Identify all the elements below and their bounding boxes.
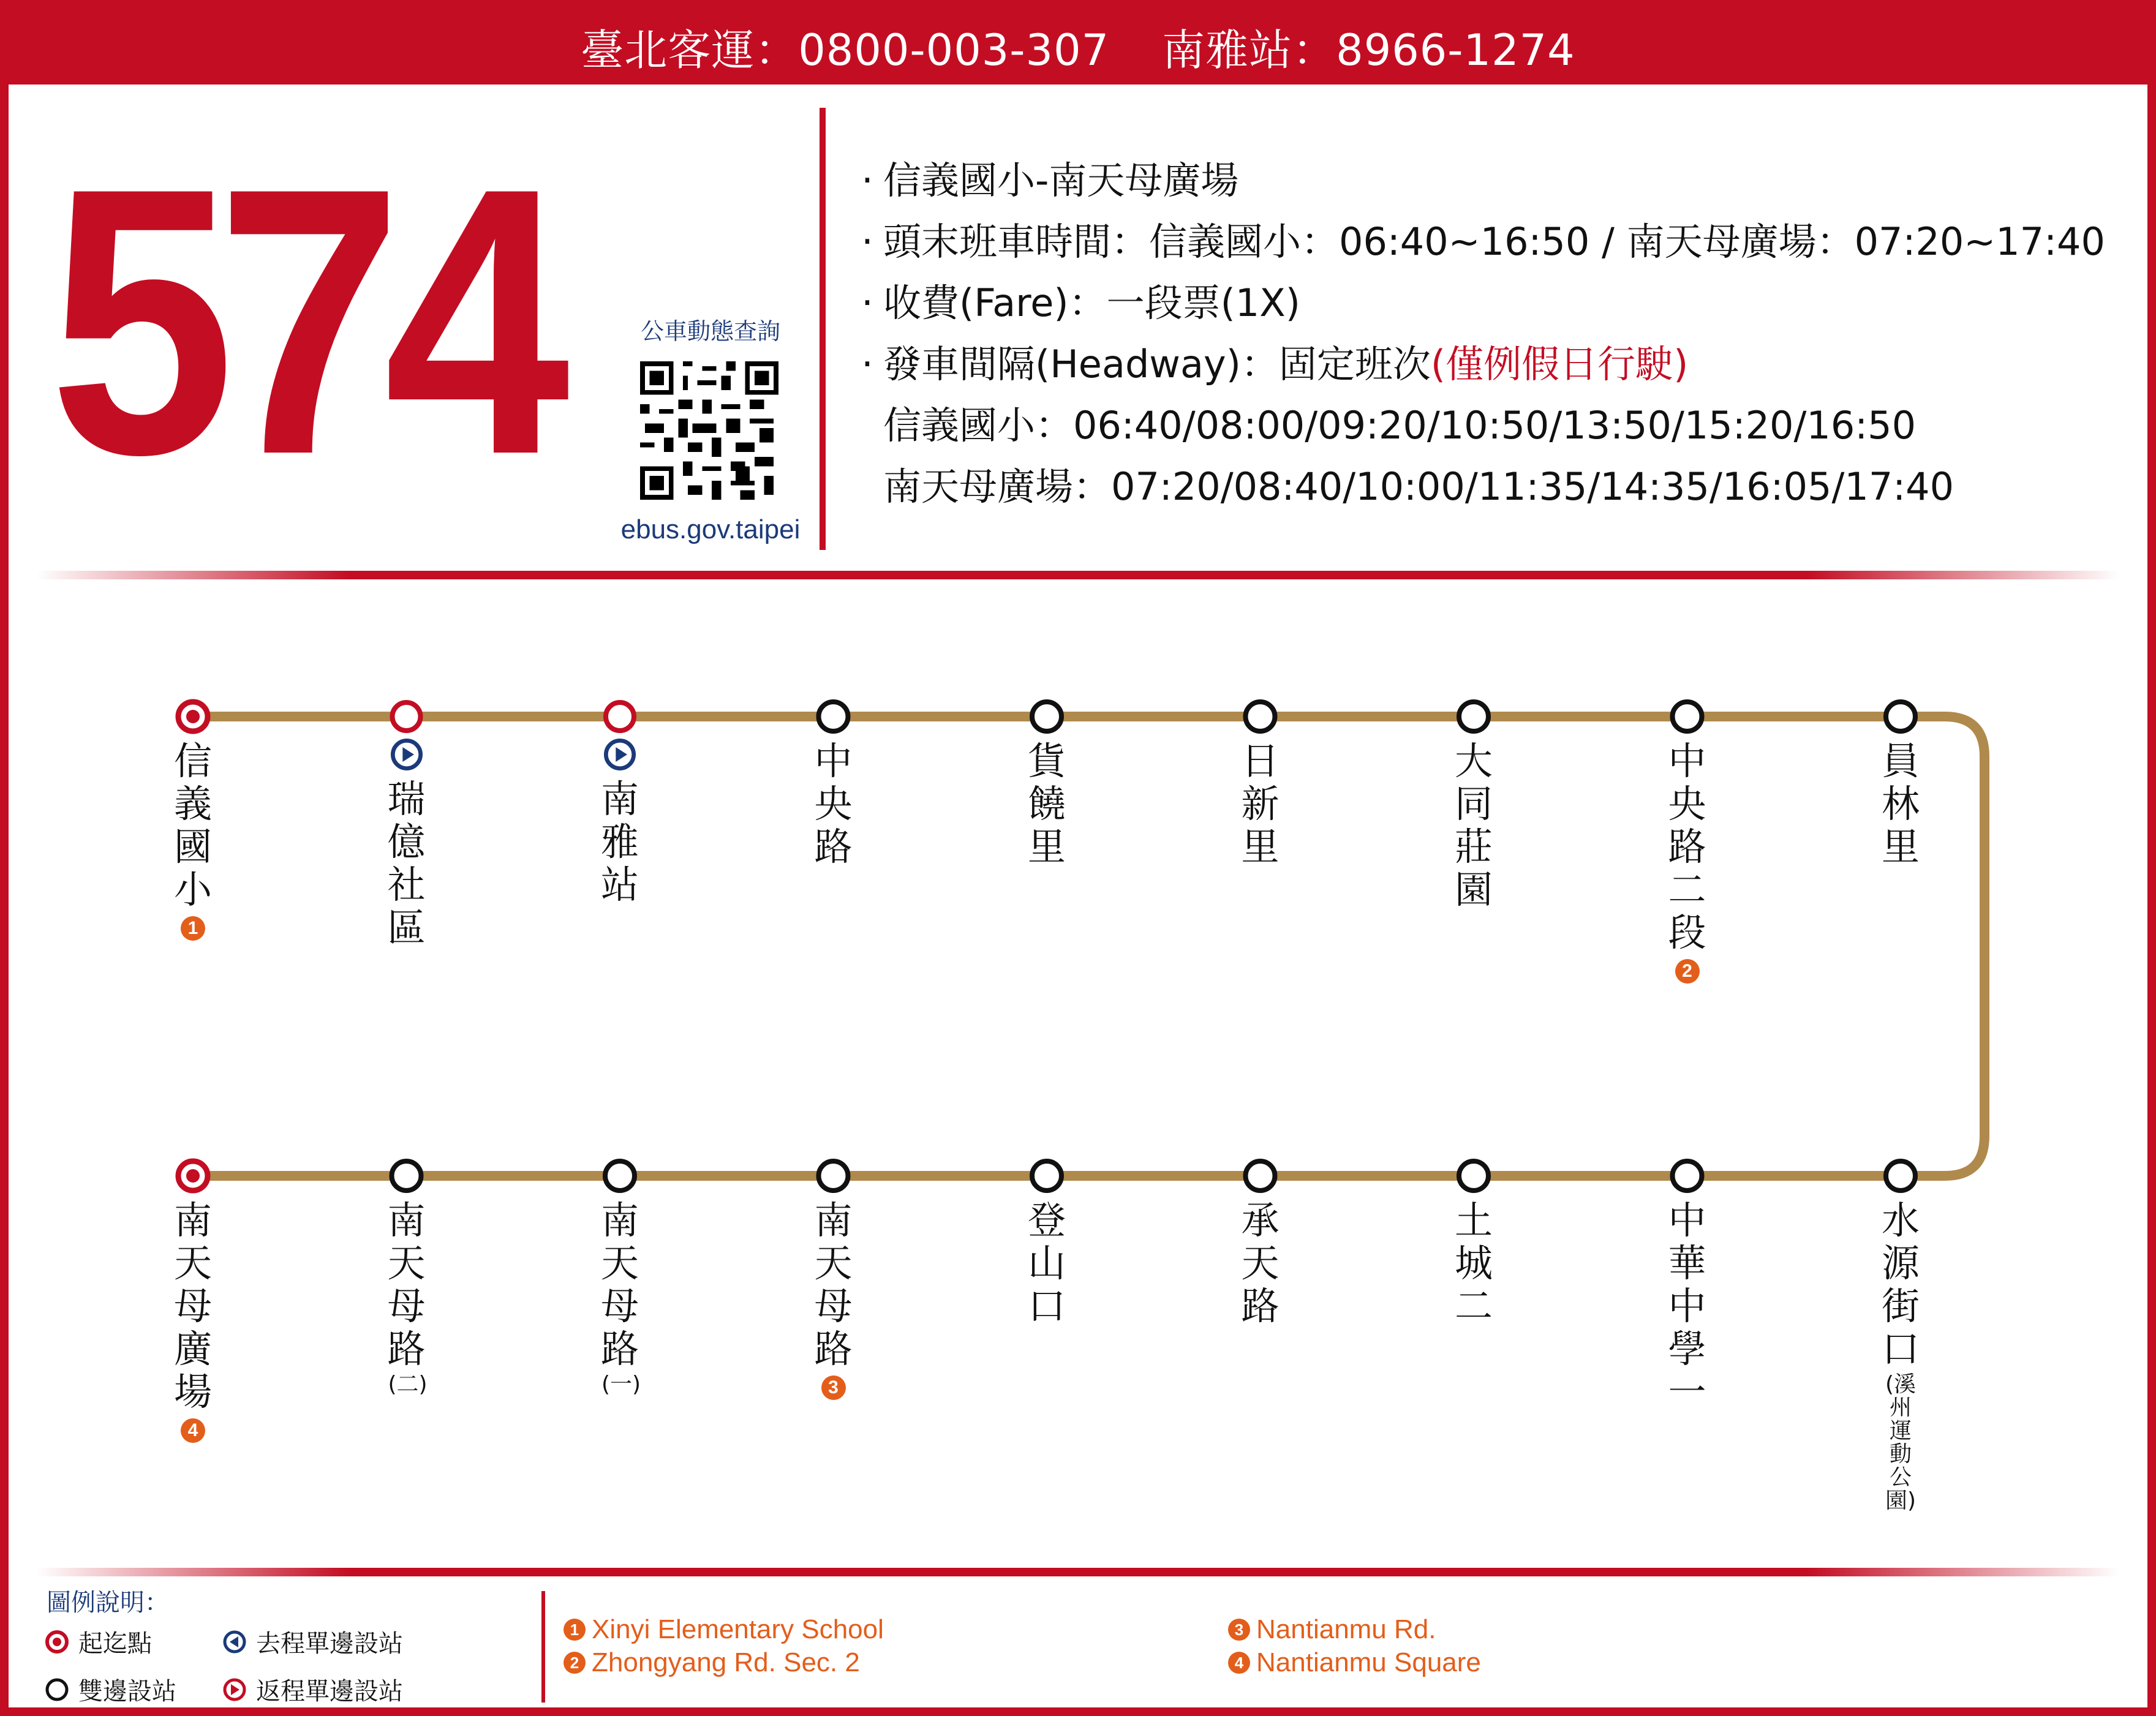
stop-badge-4: 4 bbox=[181, 1418, 205, 1443]
route-number: 574 bbox=[49, 110, 552, 533]
legend-outbound-label: 去程單邊設站 bbox=[256, 1630, 403, 1658]
return-one-way-icon bbox=[222, 1677, 247, 1703]
english-name-label: Zhongyang Rd. Sec. 2 bbox=[592, 1647, 860, 1677]
badge-3: 3 bbox=[1228, 1619, 1250, 1641]
stop-name: 員林里 bbox=[1881, 739, 1920, 869]
stop-name: 中央路 bbox=[814, 739, 853, 869]
english-name-2 bbox=[564, 1647, 860, 1678]
stop-marker-one-way-outbound[interactable] bbox=[606, 702, 634, 731]
stop-name: 瑞億社區 bbox=[387, 777, 426, 950]
schedule-a-times: ：06:40/08:00/09:20/10:50/13:50/15:20/16:50 bbox=[1035, 403, 1917, 448]
stop-badge-3: 3 bbox=[821, 1375, 846, 1400]
stop-marker-both[interactable] bbox=[819, 702, 848, 731]
stop-name: 中央路二段 bbox=[1668, 739, 1706, 955]
legend-return-label: 返程單邊設站 bbox=[256, 1677, 403, 1706]
stop-marker-both[interactable] bbox=[1459, 1161, 1488, 1191]
badge-4: 4 bbox=[1228, 1652, 1250, 1674]
stop-name: 登山口 bbox=[1027, 1198, 1066, 1328]
stop-badge-1: 1 bbox=[181, 916, 205, 941]
english-name-4 bbox=[1228, 1647, 1481, 1678]
outbound-one-way-icon bbox=[603, 737, 637, 772]
stop-name: 信義國小 bbox=[173, 739, 212, 912]
stop-marker-one-way-outbound[interactable] bbox=[393, 702, 421, 731]
fare: 收費(Fare)：一段票(1X) bbox=[883, 280, 1300, 325]
legend-both-sides-label: 雙邊設站 bbox=[78, 1677, 176, 1706]
stop-name-note: (一) bbox=[601, 1372, 641, 1397]
headway: 發車間隔(Headway)：固定班次 bbox=[883, 342, 1431, 386]
outbound-one-way-icon bbox=[222, 1629, 247, 1655]
first-last-bus: 頭末班車時間：信義國小：06:40~16:50 / 南天母廣場：07:20~17:40 bbox=[883, 219, 2105, 264]
stop-name: 水源街口 bbox=[1881, 1198, 1920, 1371]
stop-name: 南天母路 bbox=[814, 1198, 853, 1371]
schedule-b-station: 南天母廣場 bbox=[883, 464, 1074, 509]
stop-name: 貨饒里 bbox=[1027, 739, 1066, 869]
both-sides-stop-icon bbox=[44, 1677, 70, 1703]
legend-both-sides bbox=[44, 1672, 176, 1707]
english-name-3 bbox=[1228, 1614, 1436, 1645]
stop-marker-both[interactable] bbox=[1459, 702, 1488, 731]
legend-separator bbox=[37, 1568, 2119, 1576]
legend-return bbox=[222, 1672, 403, 1707]
english-name-label: Xinyi Elementary School bbox=[592, 1614, 884, 1644]
station-contact: 南雅站：8966-1274 bbox=[1162, 24, 1575, 75]
stop-name: 日新里 bbox=[1241, 739, 1280, 869]
stop-marker-both[interactable] bbox=[1673, 702, 1702, 731]
stop-name: 大同莊園 bbox=[1454, 739, 1493, 912]
english-name-label: Nantianmu Square bbox=[1256, 1647, 1481, 1677]
terminal-icon bbox=[44, 1629, 70, 1655]
english-name-label: Nantianmu Rd. bbox=[1256, 1614, 1436, 1644]
legend-outbound bbox=[222, 1624, 403, 1659]
stop-marker-both[interactable] bbox=[605, 1161, 635, 1191]
schedule-b-times: ：07:20/08:40/10:00/11:35/14:35/16:05/17:40 bbox=[1073, 464, 1954, 509]
stop-name: 中華中學一 bbox=[1668, 1198, 1706, 1414]
stop-name: 承天路 bbox=[1241, 1198, 1280, 1328]
stop-name: 南雅站 bbox=[600, 777, 639, 907]
badge-2: 2 bbox=[564, 1652, 586, 1674]
stop-marker-both[interactable] bbox=[392, 1161, 421, 1191]
legend-title: 圖例說明： bbox=[47, 1589, 169, 1617]
stop-marker-both[interactable] bbox=[1886, 1161, 1915, 1191]
stop-name: 南天母路 bbox=[600, 1198, 639, 1371]
route-info: · 信義國小-南天母廣場 · 頭末班車時間：信義國小：06:40~16:50 / 南天母廣場：07:20~17:40 · 收費(Fare)：一段票(1X) · 發車間隔(Headway)：固定班次(僅例假日行駛) 信義國小：06:40/08:00/09:20/10:50/13:50/15:20/16:50 南天母廣場：07:20/08:40/10:00/11:35/14:35/16:05/17:40 bbox=[861, 158, 2105, 509]
badge-1: 1 bbox=[564, 1619, 586, 1641]
legend-terminal-label: 起迄點 bbox=[78, 1630, 152, 1658]
schedule-a-station: 信義國小 bbox=[883, 403, 1036, 448]
stop-marker-both[interactable] bbox=[819, 1161, 848, 1191]
stop-name-note: (二) bbox=[388, 1372, 428, 1397]
stop-marker-terminal[interactable] bbox=[178, 702, 208, 731]
legend-divider bbox=[541, 1591, 545, 1703]
english-name-1 bbox=[564, 1614, 884, 1645]
company-contact: 臺北客運：0800-003-307 bbox=[581, 24, 1110, 75]
stop-name: 南天母廣場 bbox=[173, 1198, 212, 1414]
legend-terminal bbox=[44, 1624, 152, 1659]
stop-marker-both[interactable] bbox=[1246, 1161, 1275, 1191]
stop-marker-terminal[interactable] bbox=[178, 1161, 208, 1191]
stop-name-note: (溪州運動公園) bbox=[1885, 1372, 1917, 1513]
stop-marker-both[interactable] bbox=[1886, 702, 1915, 731]
stop-marker-both[interactable] bbox=[1673, 1161, 1702, 1191]
holiday-note: (僅例假日行駛) bbox=[1430, 342, 1689, 386]
outbound-one-way-icon bbox=[390, 737, 424, 772]
stop-marker-both[interactable] bbox=[1246, 702, 1275, 731]
stop-name: 土城二 bbox=[1454, 1198, 1493, 1328]
qr-label: 公車動態查詢 bbox=[640, 318, 780, 345]
stop-name: 南天母路 bbox=[387, 1198, 426, 1371]
stop-marker-both[interactable] bbox=[1032, 1161, 1061, 1191]
route-line bbox=[193, 717, 1985, 1176]
route-name: 信義國小-南天母廣場 bbox=[883, 158, 1239, 203]
stop-badge-2: 2 bbox=[1675, 959, 1700, 984]
qr-url[interactable]: ebus.gov.taipei bbox=[620, 514, 801, 544]
stop-marker-both[interactable] bbox=[1032, 702, 1061, 731]
